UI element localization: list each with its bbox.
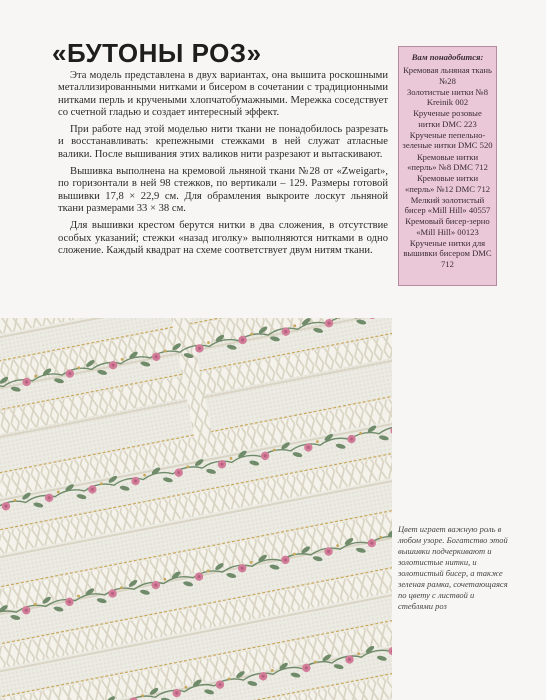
materials-box [398, 46, 497, 286]
materials-item: Крученые пепельно-зеленые нитки DMC 520 [402, 130, 493, 151]
materials-item: Кремовая льняная ткань №28 [403, 65, 492, 86]
materials-item: Крученые нитки для вышивки бисером DMC 712 [403, 238, 492, 269]
embroidery-illustration [0, 318, 392, 700]
materials-item: Кремовые нитки «перль» №12 DMC 712 [404, 173, 491, 194]
materials-item: Мелкий золотистый бисер «Mill Hill» 40557 [404, 194, 491, 216]
page-title: «БУТОНЫ РОЗ» [52, 38, 262, 68]
materials-list [402, 65, 493, 269]
paragraph-stitches: Для вышивки крестом берутся нитки в два сложения, в отсутствие особых указаний; стежки «назад иголку» выполняются нитками в одно сложение. Каждый квадрат на схеме соответствует двум нитям ткани. [58, 220, 388, 256]
materials-item: Золотистые нитки №8 Kreinik 002 [407, 86, 488, 108]
paragraph-fabric: Вышивка выполнена на кремовой льняной ткани №28 от «Zweigart», по горизонтали в ней 98 стежков, по вертикали – 129. Размеры готовой вышивки 17,8 × 22,9 см. Для обрамления выкроите лоскут льняной ткани размерами 33 × 38 см. [58, 166, 388, 214]
embroidery-photo [0, 318, 392, 700]
materials-item: Крученые розовые нитки DMC 223 [413, 108, 482, 129]
materials-item: Кремовый бисер-зерно «Mill Hill» 00123 [405, 216, 490, 237]
paragraph-technique: При работе над этой моделью нити ткани не понадобилось разрезать и восстанавливать: крепежными стежками в ней служат атласные валики. После вышивания этих валиков нити разрезают и вытаскивают. [58, 124, 388, 160]
materials-heading: Вам понадобится: [411, 52, 484, 62]
paragraph-intro: Эта модель представлена в двух вариантах, она вышита роскошными металлизированными нитками и бисером в сочетании с традиционными нитками перль и кручеными хлопчатобумажными. Мережка соседствует со счетной гладью и создает интересный эффект. [58, 70, 388, 118]
photo-caption: Цвет играет важную роль в любом узоре. Богатство этой вышивки подчеркивают и золотистые нитки, и золотистый бисер, а также зеленая рамка, сочетающаяся по цвету с листвой и стеблями роз [398, 524, 508, 611]
materials-item: Кремовые нитки «перль» №8 DMC 712 [407, 151, 488, 172]
article-body [58, 70, 388, 262]
